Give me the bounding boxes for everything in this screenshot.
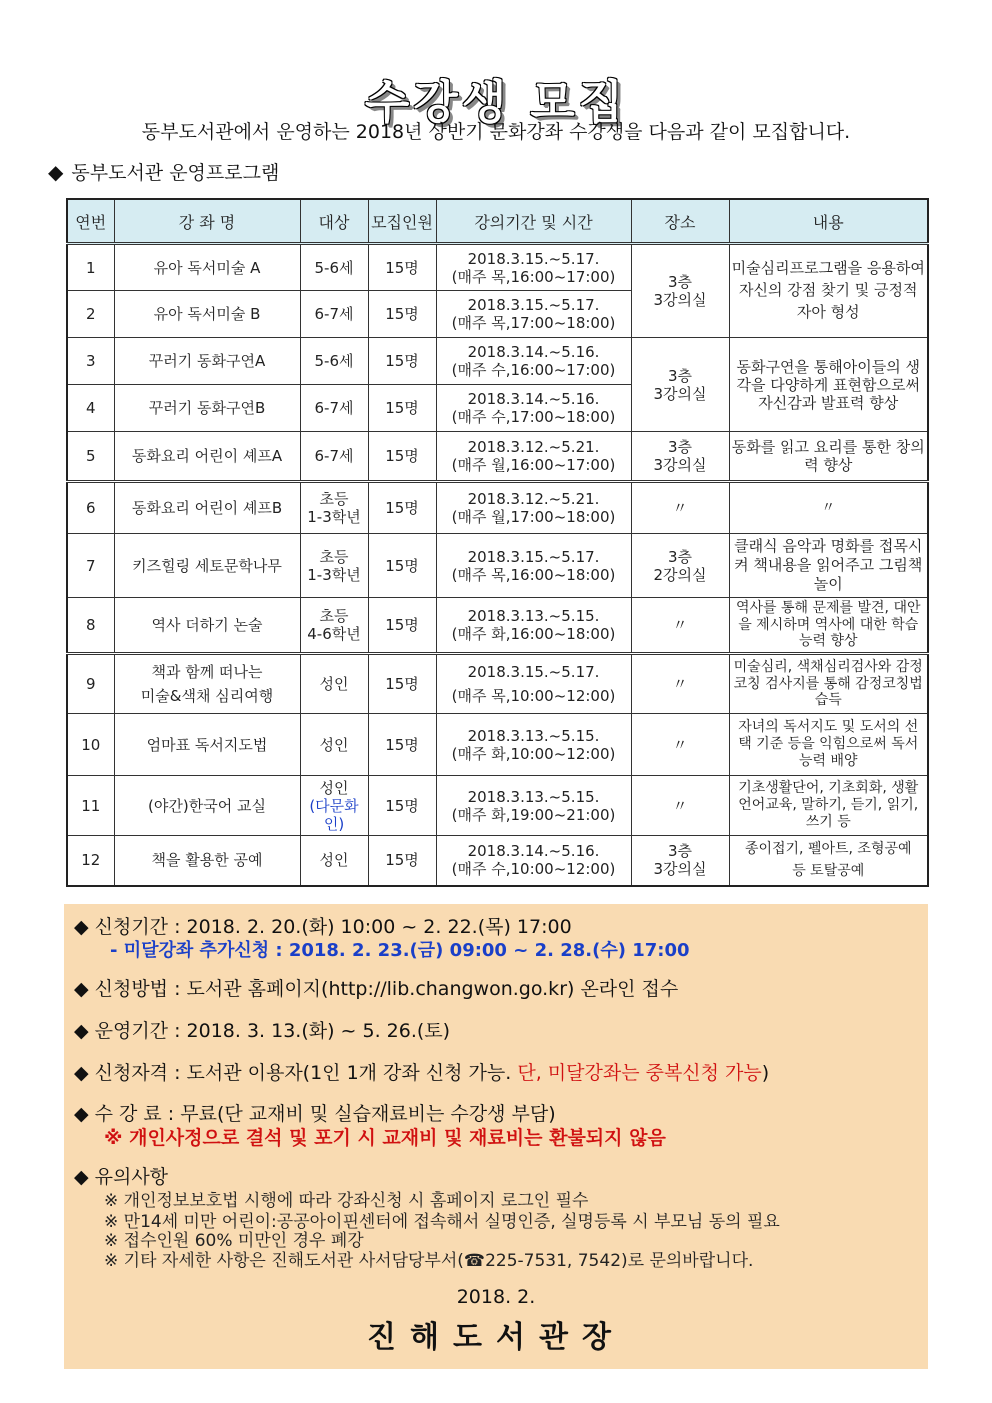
issue-date: 2018. 2. [456,1286,536,1308]
cell-target: 6-7세 [300,291,368,338]
cell-no: 10 [67,714,114,776]
cell-period [436,244,631,291]
target-level: 초등 [319,547,349,566]
cell-count: 15명 [368,244,436,291]
cell-content: 미술심리프로그램을 응용하여 자신의 강점 찾기 및 긍정적 자아 형성 [729,244,928,338]
period-times: (매주 화,10:00~12:00) [451,744,616,763]
period-dates: 2018.3.15.~5.17. [467,663,600,681]
table-row [67,338,928,385]
cell-place: 〃 [631,654,729,714]
course-line2: 미술&색채 심리여행 [140,687,274,705]
cell-course: 동화요리 어린이 셰프B [114,482,300,534]
target-level: 초등 [319,490,349,508]
place-floor: 3층 [667,438,693,456]
caution-title [74,1162,168,1189]
qualification-note: 단, 미달강좌는 중복신청 가능 [517,1062,762,1084]
cell-content: 역사를 통해 문제를 발견, 대안을 제시하며 역사에 대한 학습능력 향상 [729,598,928,654]
place-floor: 3층 [667,273,693,291]
cell-no: 9 [67,654,114,714]
caution-note: ※ 만14세 미만 어린이:공공아이핀센터에 접속해서 실명인증, 실명등록 시 부모님 동의 필요 [104,1212,780,1232]
cell-count: 15명 [368,385,436,432]
qualification-suffix: ) [761,1062,770,1084]
run-period [74,1016,450,1043]
target-multicultural: (다문화인) [309,796,359,833]
cell-period [436,714,631,776]
cell-no: 7 [67,534,114,598]
table-row [67,244,928,291]
diamond-bullet-icon: ◆ [74,978,89,1000]
cell-place: 〃 [631,598,729,654]
target-grade: 1-3학년 [307,508,361,526]
cell-content [729,836,928,886]
cell-place: 〃 [631,776,729,836]
cell-target: 성인 [300,714,368,776]
signature: 진해도서관장 [367,1320,625,1355]
diamond-bullet-icon: ◆ [74,1166,89,1188]
header-no: 연번 [67,199,114,244]
program-table [66,198,929,887]
fee-text: 수 강 료 : 무료(단 교재비 및 실습재료비는 수강생 부담) [94,1103,556,1125]
period-dates: 2018.3.12.~5.21. [467,490,600,508]
place-room: 3강의실 [653,860,707,879]
cell-target: 성인 [300,654,368,714]
place-floor: 3층 [667,366,693,385]
cell-no: 6 [67,482,114,534]
cell-place [631,432,729,482]
cell-place [631,244,729,338]
cell-target: 5-6세 [300,244,368,291]
cell-period [436,534,631,598]
cell-period [436,291,631,338]
caution-note: ※ 개인정보보호법 시행에 따라 강좌신청 시 홈페이지 로그인 필수 [104,1191,589,1211]
period-dates: 2018.3.15.~5.17. [467,547,600,566]
cell-course: 엄마표 독서지도법 [114,714,300,776]
table-row [67,482,928,534]
header-count: 모집인원 [368,199,436,244]
cell-count: 15명 [368,291,436,338]
cell-course: 책을 활용한 공예 [114,836,300,886]
place-floor: 3층 [667,842,693,861]
cell-count: 15명 [368,534,436,598]
place-room: 3강의실 [653,456,707,474]
cell-target [300,482,368,534]
apply-method-text: 신청방법 : 도서관 홈페이지(http://lib.changwon.go.kr) 온라인 접수 [94,978,679,1000]
diamond-bullet-icon: ◆ [74,916,89,938]
header-place: 장소 [631,199,729,244]
content-line2: 등 토탈공예 [792,863,865,880]
apply-period-text: 신청기간 : 2018. 2. 20.(화) 10:00 ~ 2. 22.(목) 17:00 [94,916,572,938]
qualification-text: 신청자격 : 도서관 이용자(1인 1개 강좌 신청 가능. [94,1062,518,1084]
period-times: (매주 수,17:00~18:00) [451,408,616,426]
cell-target [300,534,368,598]
cell-place [631,836,729,886]
period-times: (매주 화,16:00~18:00) [451,625,616,643]
period-dates: 2018.3.13.~5.15. [467,726,600,745]
cell-period [436,432,631,482]
cell-course: (야간)한국어 교실 [114,776,300,836]
cell-content: 동화를 읽고 요리를 통한 창의력 향상 [729,432,928,482]
cell-target: 6-7세 [300,385,368,432]
course-line1: 책과 함께 떠나는 [151,663,263,681]
cell-content: 자녀의 독서지도 및 도서의 선택 기준 등을 익힘으로써 독서능력 배양 [729,714,928,776]
cell-course: 꾸러기 동화구연A [114,338,300,385]
header-target: 대상 [300,199,368,244]
diamond-bullet-icon: ◆ [74,1020,89,1042]
extra-apply-period: - 미달강좌 추가신청 : 2018. 2. 23.(금) 09:00 ~ 2. 28.(수) 17:00 [110,940,690,961]
header-course: 강 좌 명 [114,199,300,244]
cell-period [436,776,631,836]
cell-course: 키즈힐링 세토문학나무 [114,534,300,598]
caution-note: ※ 기타 자세한 사항은 진해도서관 사서담당부서(☎225-7531, 7542)로 문의바랍니다. [104,1251,754,1271]
table-row [67,654,928,714]
notice-box [64,904,928,1369]
place-room: 3강의실 [653,291,707,309]
table-row [67,836,928,886]
cell-no: 8 [67,598,114,654]
table-row [67,432,928,482]
cell-no: 2 [67,291,114,338]
period-times: (매주 월,17:00~18:00) [451,508,616,526]
table-row [67,598,928,654]
page-subtitle: 동부도서관에서 운영하는 2018년 상반기 문화강좌 수강생을 다음과 같이 모집합니다. [141,121,851,143]
cell-no: 1 [67,244,114,291]
target-level: 성인 [319,778,349,797]
cell-period [436,598,631,654]
cell-content: 미술심리, 색채심리검사와 감정코칭 검사지를 통해 감정코칭법 습득 [729,654,928,714]
cell-no: 11 [67,776,114,836]
period-times: (매주 수,16:00~17:00) [451,361,616,379]
section-title: 동부도서관 운영프로그램 [71,162,280,184]
cell-target: 6-7세 [300,432,368,482]
place-floor: 3층 [667,547,693,566]
cell-content: 〃 [729,482,928,534]
cell-count: 15명 [368,776,436,836]
period-times: (매주 목,16:00~17:00) [451,267,616,286]
fee-note: ※ 개인사정으로 결석 및 포기 시 교재비 및 재료비는 환불되지 않음 [104,1127,666,1149]
cell-period [436,654,631,714]
cell-place: 〃 [631,714,729,776]
cell-period [436,385,631,432]
period-times: (매주 목,17:00~18:00) [451,314,616,332]
diamond-bullet-icon: ◆ [74,1062,89,1084]
table-header-row [67,199,928,244]
cell-course: 유아 독서미술 A [114,244,300,291]
cell-target [300,776,368,836]
cell-period [436,836,631,886]
content-line1: 종이접기, 펠아트, 조형공예 [744,840,912,857]
cell-content: 클래식 음악과 명화를 접목시켜 책내용을 읽어주고 그림책 놀이 [729,534,928,598]
cell-content: 동화구연을 통해아이들의 생각을 다양하게 표현함으로써 자신감과 발표력 향상 [729,338,928,432]
period-dates: 2018.3.14.~5.16. [467,842,600,861]
cell-count: 15명 [368,836,436,886]
page-title: 수강생 모집 [364,75,628,129]
header-period: 강의기간 및 시간 [436,199,631,244]
caution-title-text: 유의사항 [94,1166,169,1188]
cell-target: 5-6세 [300,338,368,385]
period-times: (매주 목,10:00~12:00) [451,687,616,705]
header-content: 내용 [729,199,928,244]
period-dates: 2018.3.15.~5.17. [467,296,600,314]
qualification [74,1058,769,1085]
cell-count: 15명 [368,654,436,714]
period-dates: 2018.3.14.~5.16. [467,343,600,361]
cell-no: 12 [67,836,114,886]
period-times: (매주 월,16:00~17:00) [451,456,616,474]
target-grade: 4-6학년 [307,625,361,643]
cell-period [436,338,631,385]
cell-no: 4 [67,385,114,432]
cell-no: 3 [67,338,114,385]
cell-count: 15명 [368,432,436,482]
place-room: 3강의실 [653,384,707,403]
cell-count: 15명 [368,338,436,385]
period-dates: 2018.3.13.~5.15. [467,787,600,806]
target-level: 초등 [319,607,349,625]
table-row [67,776,928,836]
cell-course: 동화요리 어린이 셰프A [114,432,300,482]
apply-method [74,974,678,1001]
period-times: (매주 화,19:00~21:00) [451,805,616,824]
caution-note: ※ 접수인원 60% 미만인 경우 폐강 [104,1231,364,1251]
cell-course [114,654,300,714]
diamond-bullet-icon: ◆ [48,160,64,184]
place-room: 2강의실 [653,565,707,584]
cell-course: 유아 독서미술 B [114,291,300,338]
cell-course: 역사 더하기 논술 [114,598,300,654]
target-grade: 1-3학년 [307,565,361,584]
apply-period [74,912,572,939]
cell-count: 15명 [368,598,436,654]
period-times: (매주 수,10:00~12:00) [451,860,616,879]
diamond-bullet-icon: ◆ [74,1103,89,1125]
cell-period [436,482,631,534]
cell-count: 15명 [368,714,436,776]
cell-place [631,534,729,598]
period-dates: 2018.3.14.~5.16. [467,390,600,408]
cell-place [631,338,729,432]
cell-target [300,598,368,654]
run-period-text: 운영기간 : 2018. 3. 13.(화) ~ 5. 26.(토) [94,1020,451,1042]
period-dates: 2018.3.15.~5.17. [467,249,600,268]
table-row [67,714,928,776]
cell-course: 꾸러기 동화구연B [114,385,300,432]
fee [74,1099,556,1126]
period-dates: 2018.3.13.~5.15. [467,607,600,625]
table-row [67,534,928,598]
period-times: (매주 목,16:00~18:00) [451,565,616,584]
cell-place: 〃 [631,482,729,534]
cell-count: 15명 [368,482,436,534]
section-heading [48,158,279,185]
cell-no: 5 [67,432,114,482]
cell-content: 기초생활단어, 기초회화, 생활언어교육, 말하기, 듣기, 읽기, 쓰기 등 [729,776,928,836]
cell-target: 성인 [300,836,368,886]
period-dates: 2018.3.12.~5.21. [467,438,600,456]
